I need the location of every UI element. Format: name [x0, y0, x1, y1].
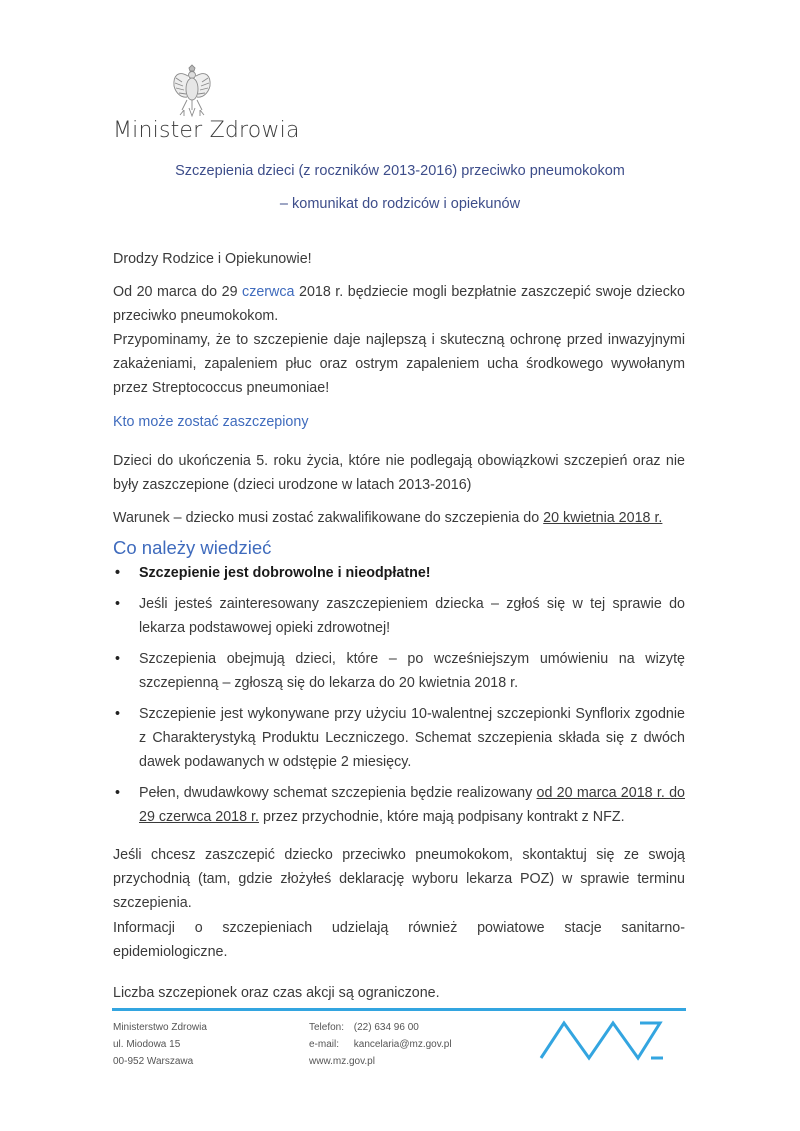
facts-list [113, 561, 685, 836]
mz-logo-icon [538, 1018, 666, 1064]
footer-address [113, 1019, 207, 1070]
list-item: • Szczepienia obejmują dzieci, które – po wcześniejszym umówieniu na wizytę szczepienną – zgłoszą się do lekarza do 20 kwietnia 2018 r. [113, 647, 685, 695]
info-paragraph: Informacji o szczepieniach udzielają również powiatowe stacje sanitarno-epidemiologiczne. [113, 920, 685, 960]
intro-text-b: 2018 r. będziecie mogli bezpłatnie zaszczepić swoje dziecko przeciwko pneumokokom. [113, 284, 685, 324]
contact-paragraph: Jeśli chcesz zaszczepić dziecko przeciwko pneumokokom, skontaktuj się ze swoją przychodnią (tam, gdzie złożyłeś deklarację wyboru lekarza POZ) w sprawie terminu szczepienia. [113, 847, 685, 911]
eligibility-paragraph: Dzieci do ukończenia 5. roku życia, które nie podlegają obowiązkowi szczepień oraz nie były zaszczepione (dzieci urodzone w latach 2013-2016) [113, 453, 685, 493]
condition-text: Warunek – dziecko musi zostać zakwalifikowane do szczepienia do [113, 510, 544, 526]
eligibility-heading: Kto może zostać zaszczepiony [113, 414, 309, 430]
phone-value: (22) 634 96 00 [353, 1022, 419, 1033]
phone-label: Telefon: [309, 1022, 345, 1033]
email-link[interactable]: kancelaria@mz.gov.pl [353, 1039, 452, 1050]
reminder-paragraph: Przypominamy, że to szczepienie daje najlepszą i skuteczną ochronę przed inwazyjnymi zakażeniami, zapaleniem płuc oraz ostrym zapaleniem ucha środkowego wywołanym przez Streptococcus pneumoniae! [113, 332, 685, 396]
intro-paragraph [113, 280, 685, 328]
intro-text-a: Od 20 marca do 29 [113, 284, 243, 300]
list-item: • Szczepienie jest wykonywane przy użyciu 10-walentnej szczepionki Synflorix zgodnie z Charakterystyką Produktu Leczniczego. Schemat szczepienia składa się z dwóch dawek podawanych w odstępie 2 miesięcy. [113, 702, 685, 774]
list-item [113, 781, 685, 829]
footer-divider [112, 1008, 686, 1011]
last-item-text-b: przez przychodnie, które mają podpisany kontrakt z NFZ. [259, 809, 625, 825]
list-item: • Szczepienie jest dobrowolne i nieodpłatne! [113, 561, 685, 585]
email-label: e-mail: [309, 1039, 340, 1050]
condition-deadline: 20 kwietnia 2018 r. [543, 510, 663, 526]
website-link[interactable]: www.mz.gov.pl [309, 1056, 375, 1067]
polish-eagle-emblem-icon [170, 64, 214, 120]
limitation-paragraph: Liczba szczepionek oraz czas akcji są ograniczone. [113, 985, 440, 1001]
footer-org: Ministerstwo Zdrowia [113, 1022, 207, 1033]
greeting: Drodzy Rodzice i Opiekunowie! [113, 251, 312, 267]
last-item-text-a: Pełen, dwudawkowy schemat szczepienia będzie realizowany [139, 785, 537, 801]
intro-accent-word: czerwca [242, 284, 295, 300]
last-item-dates: od 20 marca 2018 r. do 29 czerwca 2018 r. [139, 785, 685, 825]
footer-city: 00-952 Warszawa [113, 1056, 194, 1067]
facts-heading: Co należy wiedzieć [113, 537, 272, 558]
footer-street: ul. Miodowa 15 [113, 1039, 181, 1050]
document-title-line-1: Szczepienia dzieci (z roczników 2013-2016) przeciwko pneumokokom [175, 163, 625, 179]
list-item: • Jeśli jesteś zainteresowany zaszczepieniem dziecka – zgłoś się w tej sprawie do lekarza podstawowej opieki zdrowotnej! [113, 592, 685, 640]
footer-contact [309, 1019, 452, 1070]
document-title-line-2: – komunikat do rodziców i opiekunów [279, 196, 521, 212]
condition-paragraph [113, 506, 685, 530]
org-name: Minister Zdrowia [113, 118, 300, 143]
